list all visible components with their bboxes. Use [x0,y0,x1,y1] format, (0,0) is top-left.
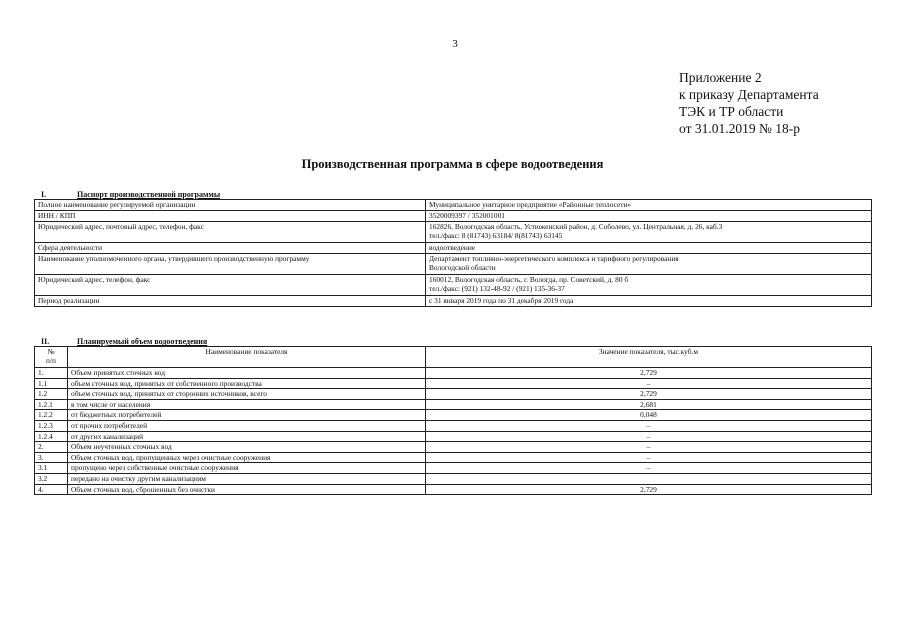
table-row [35,399,872,410]
page-number: 3 [452,38,458,50]
row-indicator: пропущено через собственные очистные сооружения [68,463,426,474]
row-indicator: Объем сточных вод, сброшенных без очистки [68,484,426,495]
header-value: Значение показателя, тыс.куб.м [426,347,872,368]
row-number: 1.2.4 [35,431,68,442]
row-number: 1.2.2 [35,410,68,421]
row-value: 2,681 [426,399,872,410]
row-value: – [426,452,872,463]
row-indicator: в том числе от населения [68,399,426,410]
row-value: 0,048 [426,410,872,421]
row-indicator: объем сточных вод, принятых от собственного производства [68,378,426,389]
row-number: 2. [35,442,68,453]
table-row [35,463,872,474]
table-row [35,484,872,495]
row-indicator: объем сточных вод, принятых от сторонних источников, всего [68,389,426,400]
table-row [35,368,872,379]
table-row [35,222,872,243]
row-label: Юридический адрес, почтовый адрес, телефон, факс [35,222,426,243]
row-value: – [426,442,872,453]
table-row [35,243,872,254]
section-2-heading [34,337,207,346]
row-value-line: Департамент топливно-энергетического комплекса и тарифного регулирования [429,254,679,263]
row-number: 3.2 [35,473,68,484]
table-row [35,200,872,211]
passport-table [34,199,872,307]
row-indicator: от прочих потребителей [68,420,426,431]
volume-table [34,346,872,495]
appendix-line: ТЭК и ТР области [679,104,784,119]
row-value: – [426,420,872,431]
section-title: Паспорт производственной программы [77,190,221,199]
row-value: водоотведение [426,243,872,254]
row-label: Юридический адрес, телефон, факс [35,275,426,296]
table-row [35,410,872,421]
table-row [35,442,872,453]
row-indicator: передано на очистку другим канализациям [68,473,426,484]
section-title: Планируемый объем водоотведения [77,337,208,346]
row-indicator: от других канализаций [68,431,426,442]
row-value: – [426,463,872,474]
row-label: Сфера деятельности [35,243,426,254]
row-value: – [426,431,872,442]
table-row [35,420,872,431]
row-number: 1. [35,368,68,379]
row-value: 3520009397 / 352001001 [426,211,872,222]
row-indicator: Объем неучтенных сточных вод [68,442,426,453]
row-value: – [426,378,872,389]
row-value [426,222,872,243]
row-number: 3.1 [35,463,68,474]
row-value: с 31 января 2019 года по 31 декабря 2019 года [426,296,872,307]
row-value-line: Вологодской области [429,263,496,273]
header-indicator: Наименование показателя [68,347,426,368]
section-1-heading [34,190,220,199]
header-number [35,347,68,368]
section-number: I. [41,190,47,199]
row-value [426,254,872,275]
row-value: 2,729 [426,389,872,400]
appendix-line: к приказу Департамента [679,87,819,102]
row-value-line: тел./факс: 8 (81743) 63184/ 8(81743) 63145 [429,231,563,241]
row-label: Наименование уполномоченного органа, утвердившего производственную программу [35,254,426,275]
section-number: II. [41,337,50,346]
row-number: 1.2.1 [35,399,68,410]
table-row [35,254,872,275]
row-label: ИНН / КПП [35,211,426,222]
row-number: 1.2 [35,389,68,400]
table-row [35,452,872,463]
table-row [35,211,872,222]
row-value-line: 162826, Вологодская область, Устюженский район, д. Соболево, ул. Центральная, д. 26, каб.3 [429,222,723,231]
row-value: 2,729 [426,484,872,495]
row-label: Период реализации [35,296,426,307]
header-number-line: № [47,347,55,356]
row-value [426,473,872,484]
table-row [35,378,872,389]
row-value-line: тел./факс: (921) 132-48-92 / (921) 135-36-37 [429,284,565,294]
row-indicator: от бюджетных потребителей [68,410,426,421]
row-value [426,275,872,296]
appendix-line: от 31.01.2019 № 18-р [679,121,800,136]
table-header-row [35,347,872,368]
table-row [35,296,872,307]
table-row [35,431,872,442]
row-number: 4. [35,484,68,495]
table-row [35,473,872,484]
table-row [35,389,872,400]
table-row [35,275,872,296]
row-value: Муниципальное унитарное предприятие «Районные теплосети» [426,200,872,211]
header-number-line: п/п [46,356,56,366]
row-value: 2,729 [426,368,872,379]
row-number: 1.1 [35,378,68,389]
appendix-line: Приложение 2 [679,70,762,85]
row-number: 1.2.3 [35,420,68,431]
document-title: Производственная программа в сфере водоотведения [301,157,604,171]
row-label: Полное наименование регулируемой организации [35,200,426,211]
row-indicator: Объем принятых сточных вод [68,368,426,379]
row-number: 3. [35,452,68,463]
row-value-line: 160012, Вологодская область, г. Вологда, пр. Советский, д. 80 б [429,275,629,284]
appendix-block [679,69,819,137]
row-indicator: Объем сточных вод, пропущенных через очистные сооружения [68,452,426,463]
